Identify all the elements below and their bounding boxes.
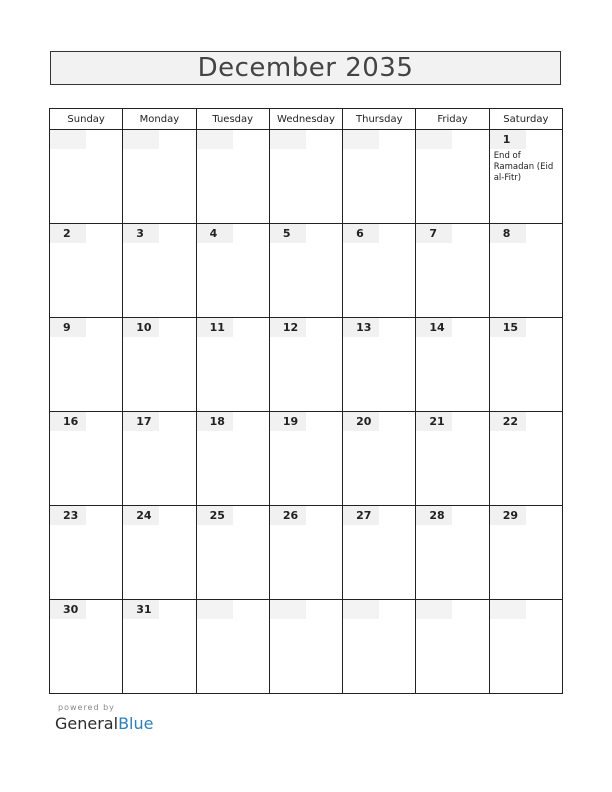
day-cell: [123, 600, 196, 694]
day-number: [197, 600, 233, 619]
weekday-header: Sunday: [50, 109, 123, 130]
day-cell: [269, 130, 342, 224]
day-number: 12: [270, 318, 306, 337]
logo-text-general: General: [55, 714, 119, 733]
weekday-header: Wednesday: [269, 109, 342, 130]
day-cell: [50, 506, 123, 600]
day-cell: [50, 130, 123, 224]
week-row: [50, 224, 563, 318]
day-cell: [343, 600, 416, 694]
day-number: 4: [197, 224, 233, 243]
week-row: [50, 412, 563, 506]
day-number: 17: [123, 412, 159, 431]
day-cell: [50, 318, 123, 412]
day-cell: [269, 318, 342, 412]
day-cell: [343, 318, 416, 412]
day-number: [270, 130, 306, 149]
week-row: [50, 600, 563, 694]
week-row: [50, 506, 563, 600]
day-cell: [269, 412, 342, 506]
day-cell: [489, 318, 562, 412]
day-number: 1: [490, 130, 526, 149]
day-cell: [416, 412, 489, 506]
day-number: 21: [416, 412, 452, 431]
week-row: [50, 130, 563, 224]
day-cell: [489, 506, 562, 600]
day-cell: [343, 506, 416, 600]
weekday-header-row: [50, 109, 563, 130]
day-number: 26: [270, 506, 306, 525]
day-number: 6: [343, 224, 379, 243]
day-number: 14: [416, 318, 452, 337]
day-number: 24: [123, 506, 159, 525]
day-number: 11: [197, 318, 233, 337]
day-number: [416, 130, 452, 149]
day-cell: [416, 506, 489, 600]
day-cell: [416, 318, 489, 412]
day-number: 8: [490, 224, 526, 243]
day-number: 18: [197, 412, 233, 431]
day-cell: [50, 224, 123, 318]
day-cell: [123, 318, 196, 412]
day-number: [50, 130, 86, 149]
day-number: [490, 600, 526, 619]
day-cell: [416, 224, 489, 318]
day-number: 27: [343, 506, 379, 525]
calendar-grid: [49, 108, 563, 694]
day-cell: [269, 600, 342, 694]
day-number: 16: [50, 412, 86, 431]
day-cell: [123, 224, 196, 318]
day-number: 22: [490, 412, 526, 431]
weekday-header: Friday: [416, 109, 489, 130]
day-number: [270, 600, 306, 619]
day-number: 13: [343, 318, 379, 337]
day-cell: [269, 224, 342, 318]
day-number: [416, 600, 452, 619]
day-number: [343, 130, 379, 149]
day-cell: [343, 130, 416, 224]
day-number: 2: [50, 224, 86, 243]
day-cell: [196, 506, 269, 600]
day-number: 25: [197, 506, 233, 525]
day-number: [123, 130, 159, 149]
day-number: 23: [50, 506, 86, 525]
weekday-header: Tuesday: [196, 109, 269, 130]
day-number: 29: [490, 506, 526, 525]
day-cell: [269, 506, 342, 600]
day-number: 7: [416, 224, 452, 243]
day-cell: [416, 130, 489, 224]
day-number: [343, 600, 379, 619]
month-title-banner: [50, 51, 561, 85]
day-cell: [196, 600, 269, 694]
week-row: [50, 318, 563, 412]
generalblue-logo: [55, 714, 153, 733]
holiday-event: End of Ramadan (Eid al-Fitr): [493, 151, 554, 183]
day-cell: [123, 412, 196, 506]
day-number: 5: [270, 224, 306, 243]
weekday-header: Thursday: [343, 109, 416, 130]
day-cell: [196, 224, 269, 318]
day-number: 9: [50, 318, 86, 337]
day-cell: [196, 130, 269, 224]
weekday-header: Monday: [123, 109, 196, 130]
day-number: 20: [343, 412, 379, 431]
day-cell: [489, 130, 562, 224]
day-number: 28: [416, 506, 452, 525]
day-number: 31: [123, 600, 159, 619]
logo-text-blue: Blue: [118, 714, 154, 733]
day-number: 10: [123, 318, 159, 337]
day-cell: [50, 412, 123, 506]
day-number: [197, 130, 233, 149]
day-cell: [50, 600, 123, 694]
month-title: December 2035: [197, 53, 414, 83]
weekday-header: Saturday: [489, 109, 562, 130]
day-cell: [196, 318, 269, 412]
day-cell: [489, 600, 562, 694]
day-cell: [343, 412, 416, 506]
day-number: 15: [490, 318, 526, 337]
day-cell: [343, 224, 416, 318]
powered-by-label: powered by: [58, 703, 115, 712]
day-number: 19: [270, 412, 306, 431]
day-number: 30: [50, 600, 86, 619]
day-cell: [123, 130, 196, 224]
day-cell: [489, 412, 562, 506]
day-cell: [416, 600, 489, 694]
day-cell: [123, 506, 196, 600]
day-cell: [196, 412, 269, 506]
day-cell: [489, 224, 562, 318]
day-number: 3: [123, 224, 159, 243]
